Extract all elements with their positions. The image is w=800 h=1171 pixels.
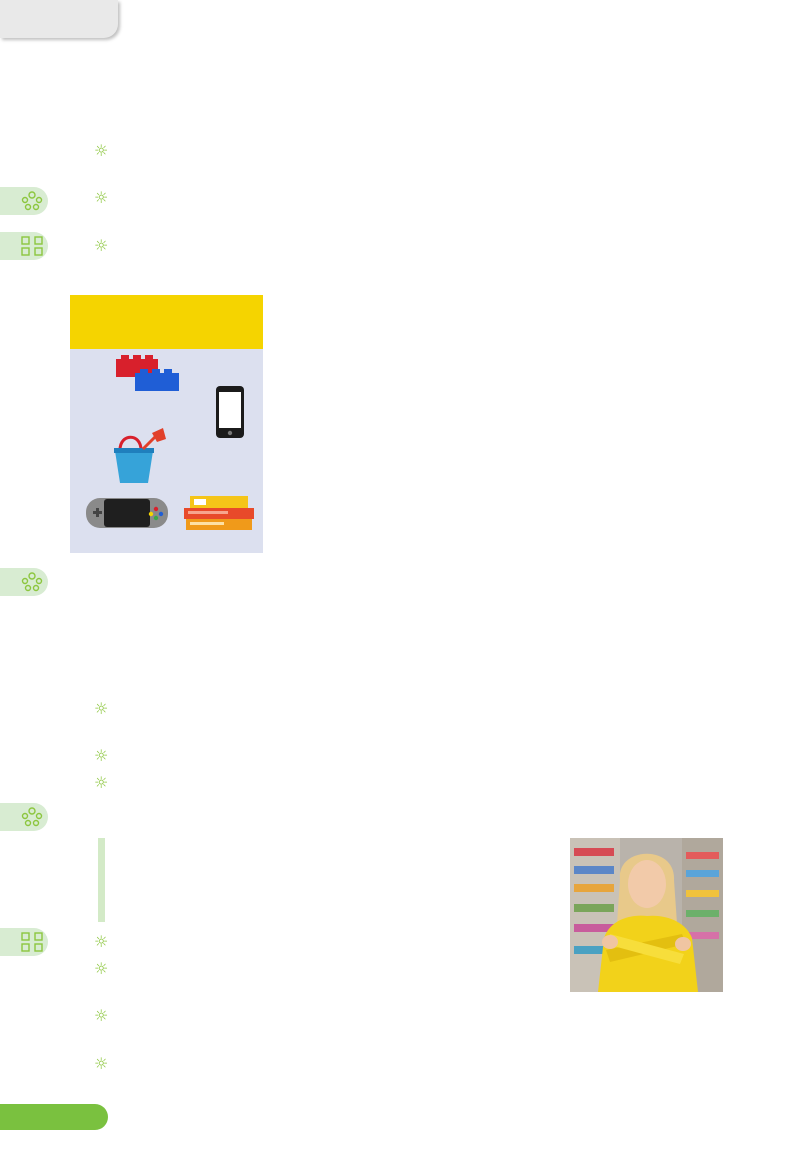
sun-bullet-icon: ☼ (94, 932, 109, 951)
books-icon (182, 495, 256, 531)
phone-icon (215, 385, 245, 439)
qr-task-icon (0, 232, 48, 260)
sun-bullet-icon: ☼ (94, 1054, 109, 1073)
group-work-icon (0, 568, 48, 596)
game-console-icon (85, 495, 169, 531)
quote-bar (98, 838, 105, 922)
group-work-icon (0, 803, 48, 831)
sun-bullet-icon: ☼ (94, 1006, 109, 1025)
sun-bullet-icon: ☼ (94, 236, 109, 255)
infographic-header (70, 295, 263, 349)
sun-bullet-icon: ☼ (94, 773, 109, 792)
page-number-badge (0, 1104, 108, 1130)
decorative-dots-top (118, 27, 800, 41)
group-work-icon (0, 187, 48, 215)
toc-button[interactable] (0, 0, 118, 38)
girl-shopping-photo (570, 838, 723, 992)
sun-bullet-icon: ☼ (94, 141, 109, 160)
sun-bullet-icon: ☼ (94, 746, 109, 765)
sun-bullet-icon: ☼ (94, 188, 109, 207)
lego-icon (113, 353, 183, 393)
sun-bullet-icon: ☼ (94, 959, 109, 978)
decorative-dashes-bottom (0, 1095, 800, 1101)
qr-task-icon (0, 928, 48, 956)
sun-bullet-icon: ☼ (94, 699, 109, 718)
bucket-icon (111, 427, 171, 487)
